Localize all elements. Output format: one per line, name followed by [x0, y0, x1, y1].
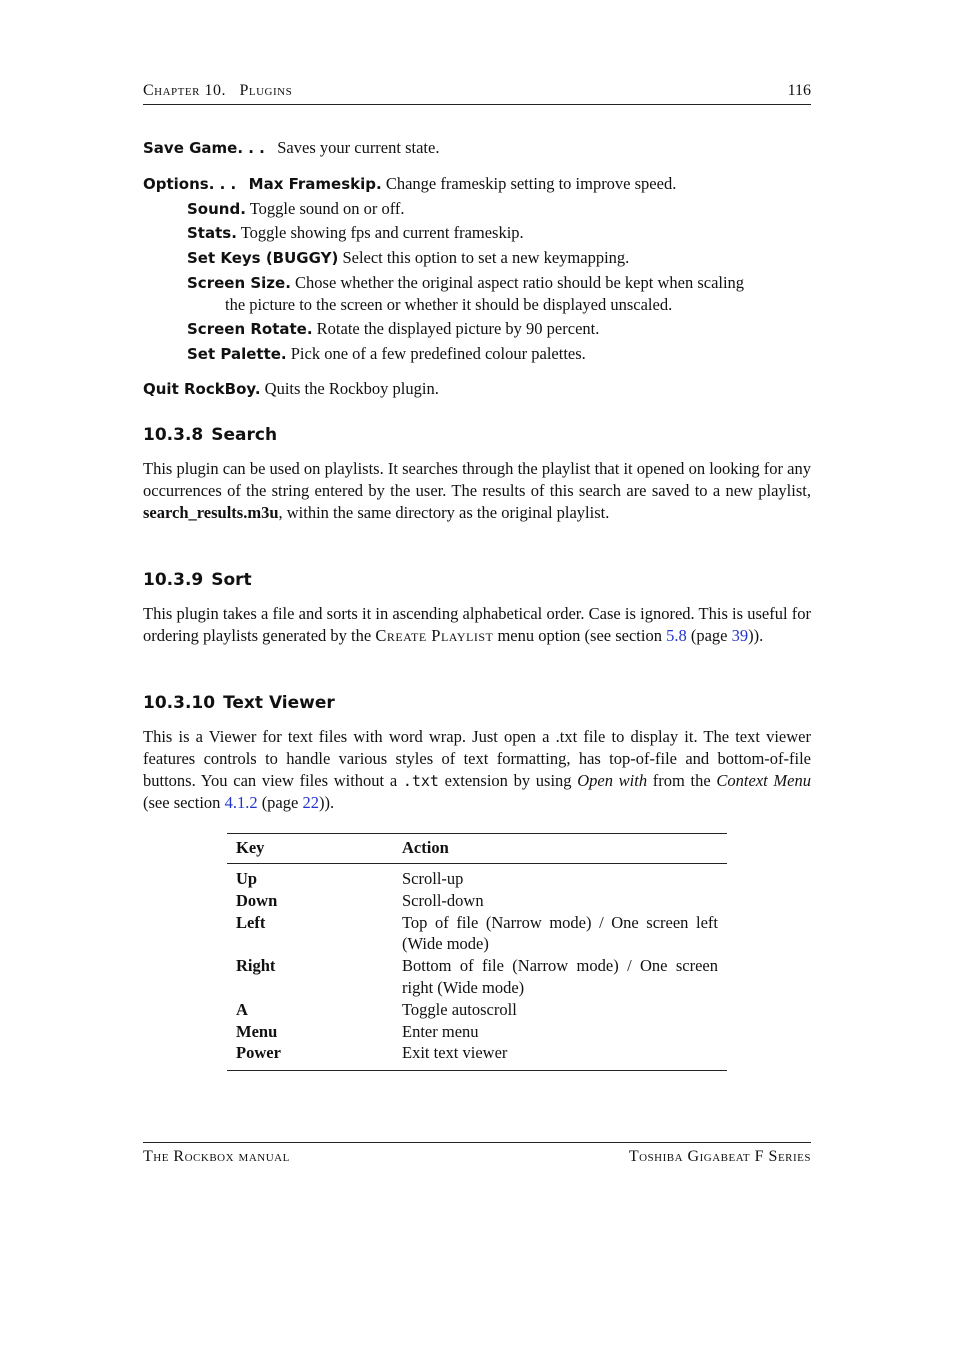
- screen-rotate-desc: Rotate the displayed picture by 90 percent.: [316, 319, 600, 338]
- key-cell: Menu: [236, 1021, 278, 1041]
- search-paragraph: [143, 458, 811, 523]
- footer-device-name: Toshiba Gigabeat F Series: [628, 1148, 811, 1165]
- footer-rule: [143, 1142, 811, 1143]
- sort-text-2: menu option (see section: [493, 625, 667, 645]
- header-chapter-number: Chapter 10.: [143, 82, 226, 99]
- set-palette-entry: [187, 343, 586, 366]
- options-term: Options. . .: [143, 175, 237, 193]
- text-viewer-paragraph: [143, 726, 811, 814]
- text-viewer-heading: [143, 693, 335, 713]
- set-keys-term: Set Keys (BUGGY): [187, 249, 339, 267]
- text-viewer-section-title: Text Viewer: [223, 693, 335, 713]
- sort-section-title: Sort: [211, 570, 252, 590]
- header-page-number: 116: [787, 82, 811, 99]
- table-row: [227, 955, 727, 999]
- quit-entry: [143, 378, 439, 401]
- search-section-title: Search: [211, 425, 278, 445]
- action-cell: Enter menu: [402, 1021, 479, 1041]
- sort-paragraph: [143, 603, 811, 647]
- text-viewer-text-3: from the: [647, 770, 717, 790]
- screen-size-desc-cont: the picture to the screen or whether it should be displayed unscaled.: [225, 295, 673, 314]
- context-menu-term: Context Menu: [716, 770, 811, 790]
- search-results-filename: search_results.m3u: [143, 502, 279, 522]
- text-viewer-text-1: This is a Viewer for text files with word wrap. Just open a .txt file to display it. The text viewer features controls to handle various styles of text formatting, has top-of-file and bottom-of-file buttons. You can view files without a: [143, 727, 811, 790]
- key-action-table: [227, 833, 727, 1071]
- set-palette-desc: Pick one of a few predefined colour palettes.: [290, 344, 586, 363]
- table-row: [227, 1042, 727, 1070]
- text-viewer-text-2: extension by using: [438, 770, 578, 790]
- header-rule: [143, 104, 811, 105]
- screen-rotate-term: Screen Rotate.: [187, 320, 313, 338]
- set-keys-desc: Select this option to set a new keymapping.: [342, 248, 630, 267]
- search-text-1: This plugin can be used on playlists. It searches through the playlist that it opened on looking for any occurrences of the string entered by the user. The results of this search are saved to a new playlist,: [143, 459, 811, 500]
- screen-rotate-entry: [187, 318, 599, 341]
- text-viewer-section-link[interactable]: 4.1.2: [224, 793, 258, 813]
- stats-term: Stats.: [187, 224, 237, 242]
- max-frameskip-term: Max Frameskip.: [248, 175, 382, 193]
- action-column-header: Action: [402, 838, 449, 857]
- footer-manual-title: The Rockbox manual: [143, 1148, 290, 1165]
- quit-term: Quit RockBoy.: [143, 380, 261, 398]
- stats-desc: Toggle showing fps and current frameskip.: [240, 223, 524, 242]
- sort-text-4: )).: [748, 625, 764, 645]
- save-game-entry: [143, 137, 439, 160]
- sound-entry: [187, 198, 405, 221]
- key-cell: Right: [236, 956, 276, 976]
- search-heading: [143, 425, 277, 445]
- table-row: [227, 1021, 727, 1043]
- max-frameskip-desc: Change frameskip setting to improve speed.: [385, 174, 677, 193]
- key-cell: Power: [236, 1043, 281, 1063]
- table-row: [227, 912, 727, 956]
- table-row: [227, 999, 727, 1021]
- sort-heading: [143, 570, 252, 590]
- sort-section-number: 10.3.9: [143, 570, 204, 590]
- header-chapter: [143, 82, 292, 100]
- txt-extension: .txt: [402, 771, 439, 790]
- sort-page-link[interactable]: 39: [731, 625, 749, 645]
- action-cell: Scroll-up: [402, 869, 464, 888]
- sort-text-1: This plugin takes a file and sorts it in ascending alphabetical order. Case is ignored. This is useful for ordering playlists generated by the: [143, 604, 811, 645]
- action-cell: Toggle autoscroll: [402, 999, 517, 1019]
- action-cell: Scroll-down: [402, 890, 484, 910]
- search-text-2: , within the same directory as the original playlist.: [278, 502, 610, 522]
- table-row: [227, 890, 727, 912]
- save-game-desc: Saves your current state.: [277, 138, 440, 157]
- set-keys-entry: [187, 247, 629, 270]
- sort-text-3: (page: [686, 625, 732, 645]
- table-header-row: [227, 834, 727, 864]
- options-entry: [143, 173, 676, 196]
- text-viewer-section-number: 10.3.10: [143, 693, 216, 713]
- create-playlist-option: Create Playlist: [375, 625, 494, 645]
- text-viewer-page-link[interactable]: 22: [302, 793, 319, 813]
- sound-desc: Toggle sound on or off.: [249, 199, 405, 218]
- open-with-term: Open with: [577, 770, 648, 790]
- sound-term: Sound.: [187, 200, 246, 218]
- text-viewer-text-5: (page: [257, 793, 303, 813]
- text-viewer-text-4: (see section: [143, 793, 225, 813]
- action-cell: Exit text viewer: [402, 1043, 508, 1063]
- stats-entry: [187, 222, 524, 245]
- screen-size-entry: [187, 272, 811, 295]
- key-cell: Left: [236, 912, 266, 932]
- key-cell: Up: [236, 869, 258, 888]
- action-cell: Top of file (Narrow mode) / One screen left (Wide mode): [402, 912, 718, 954]
- screen-size-desc: Chose whether the original aspect ratio should be kept when scaling: [295, 273, 745, 292]
- key-cell: A: [236, 999, 248, 1019]
- save-game-term: Save Game. . .: [143, 139, 265, 157]
- text-viewer-text-6: )).: [318, 793, 335, 813]
- quit-desc: Quits the Rockboy plugin.: [264, 379, 439, 398]
- screen-size-term: Screen Size.: [187, 274, 291, 292]
- sort-section-link[interactable]: 5.8: [666, 625, 687, 645]
- key-cell: Down: [236, 890, 278, 910]
- search-section-number: 10.3.8: [143, 425, 204, 445]
- key-column-header: Key: [236, 838, 265, 857]
- table-row: [227, 864, 727, 890]
- set-palette-term: Set Palette.: [187, 345, 287, 363]
- action-cell: Bottom of file (Narrow mode) / One screen right (Wide mode): [402, 956, 718, 997]
- header-chapter-title: Plugins: [239, 82, 293, 99]
